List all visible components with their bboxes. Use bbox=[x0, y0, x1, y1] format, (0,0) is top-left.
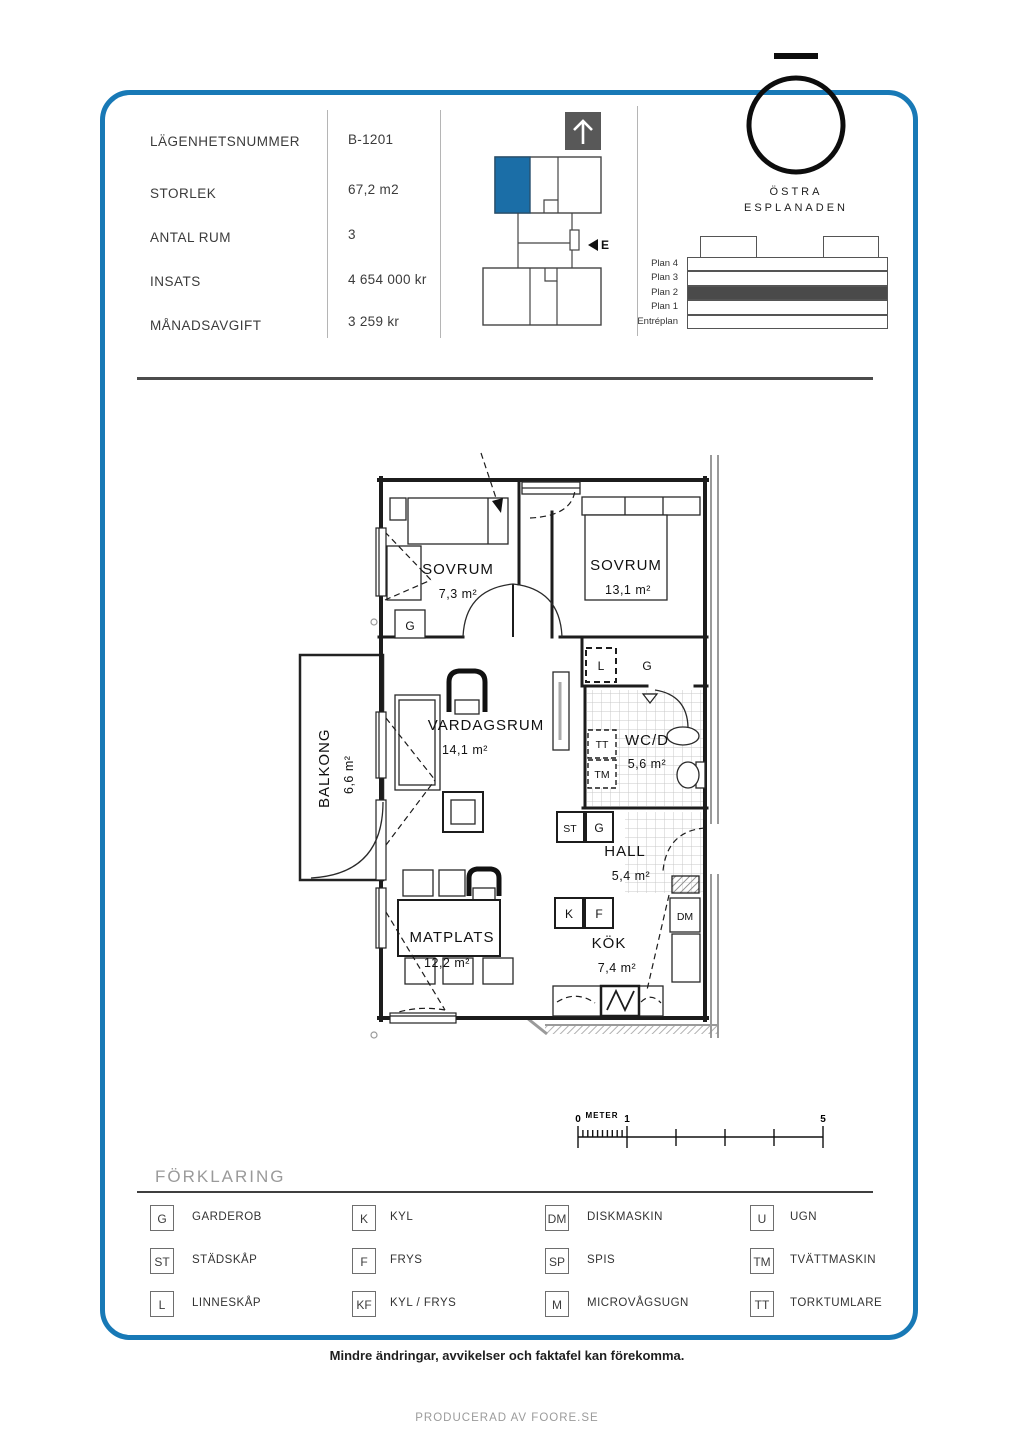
legend-symbol: L bbox=[150, 1291, 174, 1317]
room-label: BALKONG bbox=[316, 728, 333, 808]
floor-label: Plan 2 bbox=[651, 287, 678, 298]
room-area: 7,3 m² bbox=[438, 587, 478, 601]
floor-row bbox=[687, 315, 888, 329]
scale-bar bbox=[570, 1105, 840, 1155]
room-area: 6,6 m² bbox=[342, 755, 356, 794]
bedroom-large bbox=[522, 482, 700, 600]
info-row-value: 3 bbox=[348, 227, 356, 242]
legend-label: GARDEROB bbox=[192, 1211, 262, 1223]
legend-title: FÖRKLARING bbox=[155, 1167, 286, 1186]
floor-label: Plan 3 bbox=[651, 272, 678, 283]
apartment-floor-plan bbox=[295, 450, 730, 1045]
marker-freezer: F bbox=[595, 907, 603, 921]
legend-symbol: SP bbox=[545, 1248, 569, 1274]
room-label: SOVRUM bbox=[590, 557, 662, 574]
room-label: HALL bbox=[604, 843, 646, 860]
legend-label: FRYS bbox=[390, 1254, 423, 1266]
room-label: KÖK bbox=[591, 935, 627, 952]
entrance-arrow-icon bbox=[588, 239, 598, 251]
room-label: MATPLATS bbox=[409, 929, 495, 946]
scale-unit: METER bbox=[585, 1111, 619, 1120]
legend-label: DISKMASKIN bbox=[587, 1211, 663, 1223]
info-row-value: 3 259 kr bbox=[348, 314, 400, 329]
room-area: 14,1 m² bbox=[442, 743, 488, 757]
marker-dishwasher: DM bbox=[676, 911, 694, 923]
room-area: 5,6 m² bbox=[627, 757, 667, 771]
info-row-value: 67,2 m2 bbox=[348, 182, 399, 197]
location-name-line2: ESPLANADEN bbox=[744, 202, 848, 214]
toilet-symbol bbox=[677, 762, 699, 788]
legend-label: TVÄTTMASKIN bbox=[790, 1254, 877, 1266]
marker-wardrobe: G bbox=[594, 821, 604, 835]
entrance-label: E bbox=[601, 238, 610, 252]
info-row-label: STORLEK bbox=[150, 186, 217, 201]
room-label: SOVRUM bbox=[422, 561, 494, 578]
legend-label: UGN bbox=[790, 1211, 818, 1223]
location-name-line1: ÖSTRA bbox=[769, 186, 823, 198]
room-area: 7,4 m² bbox=[597, 961, 637, 975]
info-row-label: MÅNADSAVGIFT bbox=[150, 318, 262, 333]
info-row-value: B-1201 bbox=[348, 132, 394, 147]
legend-symbol: TM bbox=[750, 1248, 774, 1274]
vent-shaft bbox=[672, 876, 699, 893]
legend-symbol: ST bbox=[150, 1248, 174, 1274]
room-area: 12,2 m² bbox=[424, 956, 470, 970]
marker-linen-closet: L bbox=[597, 659, 605, 673]
floor-label: Entréplan bbox=[637, 316, 678, 327]
legend-symbol: G bbox=[150, 1205, 174, 1231]
living-room bbox=[386, 671, 569, 845]
balcony-door bbox=[376, 800, 386, 880]
producer-credit: PRODUCERAD AV FOORE.SE bbox=[415, 1412, 599, 1424]
building-site-plan bbox=[470, 148, 610, 338]
column-divider bbox=[440, 110, 441, 338]
hall-cabinets bbox=[557, 812, 613, 842]
legend-label: TORKTUMLARE bbox=[790, 1297, 883, 1309]
legend-symbol: KF bbox=[352, 1291, 376, 1317]
legend-label: MICROVÅGSUGN bbox=[587, 1297, 689, 1309]
dining-area bbox=[386, 869, 513, 1015]
marker-washing-machine: TM bbox=[594, 769, 610, 781]
legend-underline bbox=[137, 1191, 873, 1193]
scale-mid: 1 bbox=[624, 1114, 630, 1125]
floor-row bbox=[687, 257, 888, 271]
sink-symbol bbox=[667, 727, 699, 745]
hall-closets bbox=[586, 648, 652, 682]
legend-label: SPIS bbox=[587, 1254, 616, 1266]
marker-fridge: K bbox=[564, 907, 574, 921]
legend-symbol: DM bbox=[545, 1205, 569, 1231]
room-label: VARDAGSRUM bbox=[427, 717, 545, 734]
north-arrow-icon bbox=[565, 112, 601, 150]
legend-symbol: M bbox=[545, 1291, 569, 1317]
floor-row bbox=[687, 271, 888, 285]
kitchen bbox=[553, 895, 700, 1016]
floor-label: Plan 1 bbox=[651, 301, 678, 312]
info-row-label: LÄGENHETSNUMMER bbox=[150, 134, 301, 149]
column-divider bbox=[327, 110, 328, 338]
wc-shower-room bbox=[587, 690, 705, 893]
floor-row-highlighted bbox=[687, 286, 888, 300]
marker-tumble-dryer: TT bbox=[595, 739, 609, 751]
legend-label: KYL bbox=[390, 1211, 414, 1223]
marker-wardrobe: G bbox=[405, 619, 415, 633]
room-area: 13,1 m² bbox=[605, 583, 651, 597]
section-divider bbox=[137, 377, 873, 380]
legend-label: LINNESKÅP bbox=[192, 1297, 262, 1309]
legend-symbol: U bbox=[750, 1205, 774, 1231]
disclaimer-text: Mindre ändringar, avvikelser och faktafel kan förekomma. bbox=[329, 1348, 685, 1363]
info-row-label: INSATS bbox=[150, 274, 201, 289]
info-row-value: 4 654 000 kr bbox=[348, 272, 427, 287]
legend-symbol: TT bbox=[750, 1291, 774, 1317]
marker-cleaning-closet: ST bbox=[563, 823, 577, 835]
roof-block bbox=[700, 236, 757, 258]
scale-end: 5 bbox=[820, 1114, 826, 1125]
legend-symbol: K bbox=[352, 1205, 376, 1231]
floor-label: Plan 4 bbox=[651, 258, 678, 269]
info-row-label: ANTAL RUM bbox=[150, 230, 232, 245]
balcony bbox=[300, 655, 383, 880]
marker-wardrobe: G bbox=[642, 659, 652, 673]
floor-row bbox=[687, 300, 888, 314]
legend-symbol: F bbox=[352, 1248, 376, 1274]
bedroom-small bbox=[385, 498, 508, 638]
scale-start: 0 bbox=[575, 1114, 581, 1125]
roof-block bbox=[823, 236, 879, 258]
legend-label: STÄDSKÅP bbox=[192, 1254, 258, 1266]
highlighted-apartment-unit bbox=[495, 157, 530, 213]
room-area: 5,4 m² bbox=[611, 869, 651, 883]
legend-label: KYL / FRYS bbox=[390, 1297, 457, 1309]
room-label: WC/D bbox=[625, 732, 669, 749]
brand-logo bbox=[745, 53, 847, 178]
